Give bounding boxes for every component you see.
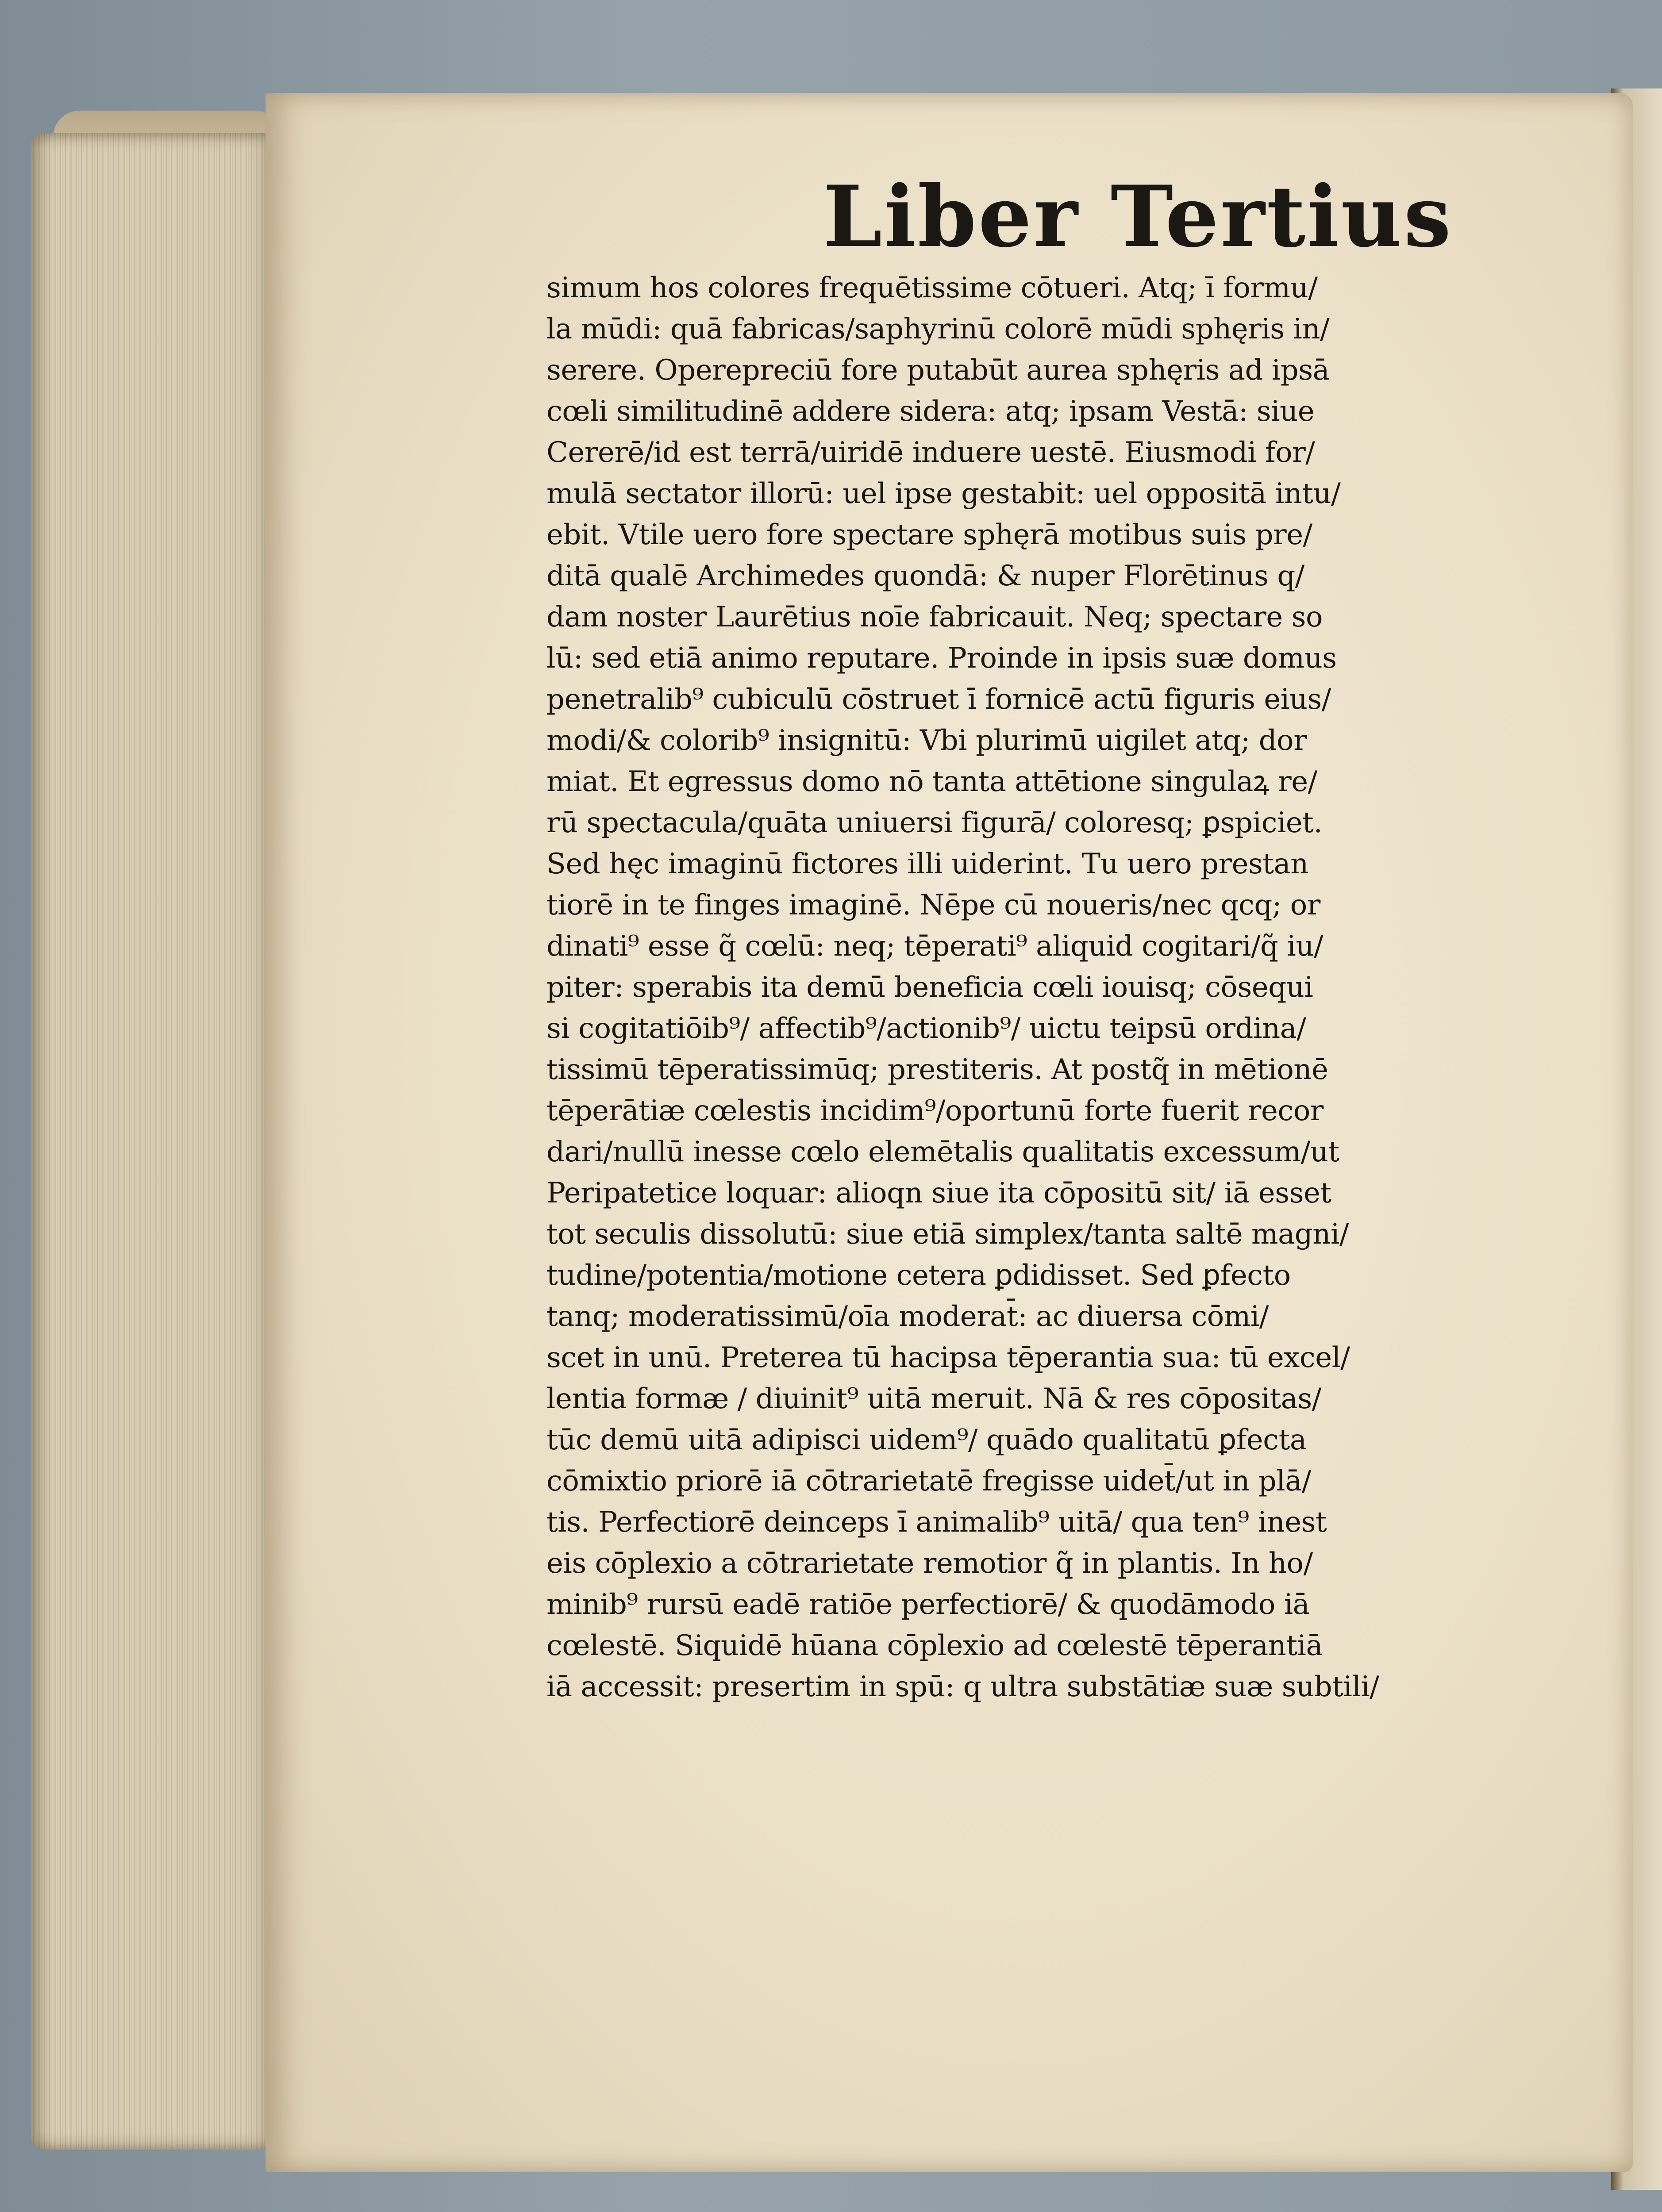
- running-header: Liber Tertius: [823, 167, 1453, 266]
- text-block: [546, 268, 1520, 1708]
- text-line: minib⁹ rursū eadē ratiōe perfectiorē/ & quodāmodo iā: [546, 1588, 1310, 1621]
- text-line: iā accessit: presertim in spū: q ultra substātiæ suæ subtili/: [546, 1671, 1379, 1703]
- text-line: tudine/potentia/motione cetera ꝑdidisset. Sed ꝑfecto: [546, 1259, 1291, 1292]
- text-line: dari/nullū inesse cœlo elemētalis qualitatis excessum/ut: [546, 1136, 1339, 1168]
- text-line: dam noster Laurētius noīe fabricauit. Neq; spectare so: [546, 601, 1323, 634]
- text-line: lū: sed etiā animo reputare. Proinde in ipsis suæ domus: [546, 642, 1337, 675]
- text-line: lentia formæ / diuinit⁹ uitā meruit. Nā & res cōpositas/: [546, 1382, 1321, 1415]
- text-line: scet in unū. Preterea tū hacipsa tēperantia sua: tū excel/: [546, 1341, 1350, 1374]
- text-line: Cererē/id est terrā/uiridē induere uestē. Eiusmodi for/: [546, 436, 1315, 469]
- text-line: dinati⁹ esse q̃ cœlū: neq; tēperati⁹ aliquid cogitari/q̃ iu/: [546, 930, 1323, 963]
- text-line: eis cōplexio a cōtrarietate remotior q̃ in plantis. In ho/: [546, 1547, 1313, 1580]
- text-line: ditā qualē Archimedes quondā: & nuper Florētinus q/: [546, 560, 1304, 592]
- text-line: ebit. Vtile uero fore spectare sphęrā motibus suis pre/: [546, 518, 1312, 551]
- text-line: tanq; moderatissimū/oīa moderat̄: ac diuersa cōmi/: [546, 1300, 1269, 1333]
- text-line: tēperātiæ cœlestis incidim⁹/oportunū forte fuerit recor: [546, 1094, 1323, 1127]
- text-line: Sed hęc imaginū fictores illi uiderint. Tu uero prestan: [546, 848, 1308, 880]
- text-line: tis. Perfectiorē deinceps ī animalib⁹ uitā/ qua ten⁹ inest: [546, 1506, 1327, 1539]
- text-line: penetralib⁹ cubiculū cōstruet ī fornicē actū figuris eius/: [546, 683, 1331, 716]
- text-line: cœlestē. Siquidē hūana cōplexio ad cœlestē tēperantiā: [546, 1629, 1323, 1662]
- text-line: rū spectacula/quāta uniuersi figurā/ coloresq; ꝑspiciet.: [546, 806, 1323, 839]
- text-line: tūc demū uitā adipisci uidem⁹/ quādo qualitatū ꝑfecta: [546, 1424, 1307, 1456]
- text-line: cōmixtio priorē iā cōtrarietatē fregisse uidet̄/ut in plā/: [546, 1465, 1311, 1498]
- text-line: cœli similitudinē addere sidera: atq; ipsam Vestā: siue: [546, 395, 1315, 428]
- text-line: piter: sperabis ita demū beneficia cœli iouisq; cōsequi: [546, 971, 1313, 1004]
- text-line: mulā sectator illorū: uel ipse gestabit: uel oppositā intu/: [546, 477, 1341, 510]
- text-line: simum hos colores frequētissime cōtueri. Atq; ī formu/: [546, 272, 1318, 304]
- text-line: la mūdi: quā fabricas/saphyrinū colorē mūdi sphęris in/: [546, 313, 1330, 346]
- text-line: tot seculis dissolutū: siue etiā simplex/tanta saltē magni/: [546, 1218, 1349, 1251]
- text-line: serere. Operepreciū fore putabūt aurea sphęris ad ipsā: [546, 354, 1330, 387]
- text-line: tissimū tēperatissimūq; prestiteris. At postq̃ in mētionē: [546, 1053, 1328, 1086]
- text-line: Peripatetice loquar: alioqn siue ita cōpositū sit/ iā esset: [546, 1177, 1331, 1210]
- text-line: tiorē in te finges imaginē. Nēpe cū noueris/nec qcq; or: [546, 889, 1320, 922]
- text-line: si cogitatiōib⁹/ affectib⁹/actionib⁹/ uictu teipsū ordina/: [546, 1012, 1306, 1045]
- text-line: miat. Et egressus domo nō tanta attētione singulaꝝ re/: [546, 765, 1317, 798]
- page-stack-edge: [31, 133, 279, 2150]
- text-line: modi/& colorib⁹ insignitū: Vbi plurimū uigilet atq; dor: [546, 724, 1307, 757]
